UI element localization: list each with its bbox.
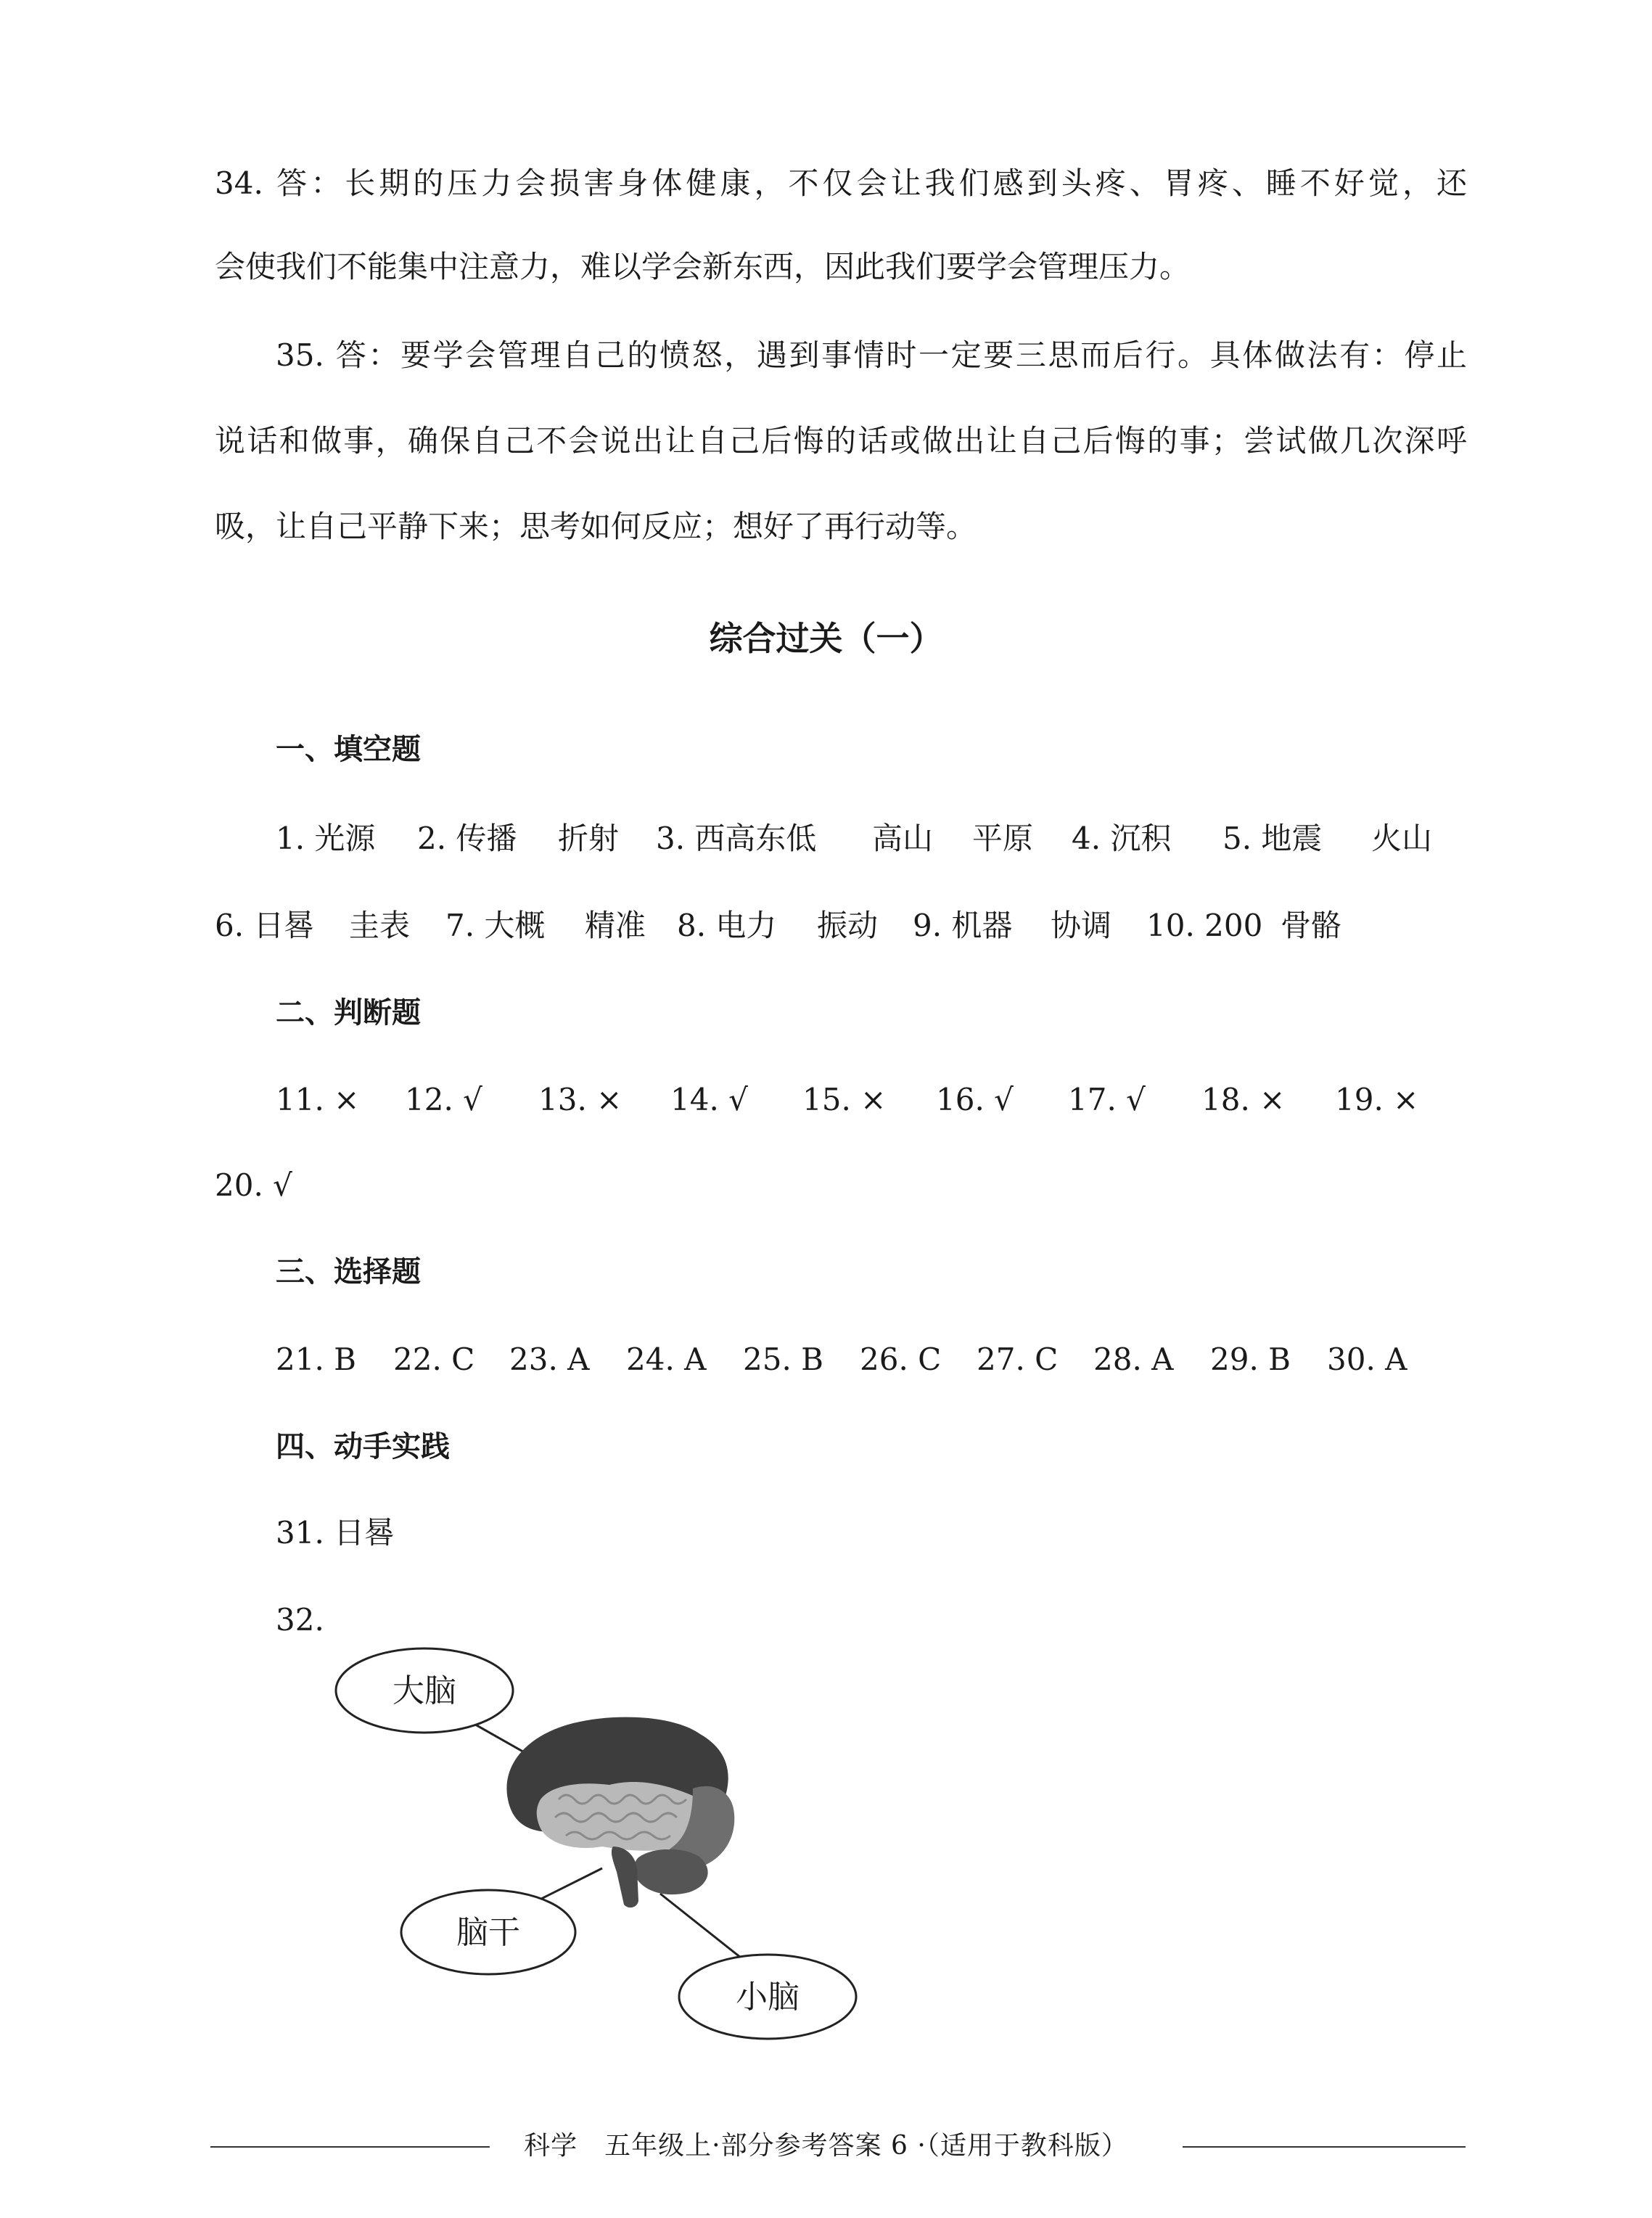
fill-blank-item: 高山 <box>872 821 934 856</box>
fill-blank-item: 协调 <box>1051 908 1112 943</box>
choice-item: 24. A <box>626 1342 707 1377</box>
footer-text: 科学 五年级上·部分参考答案 6 ·（适用于教科版） <box>524 2131 1128 2161</box>
answer-32-label: 32. <box>276 1602 324 1638</box>
brain-icon <box>506 1717 734 1908</box>
answer-34-line-2: 会使我们不能集中注意力，难以学会新东西，因此我们要学会管理压力。 <box>215 249 1191 284</box>
fill-blank-item: 10. 200 <box>1146 908 1263 943</box>
answer-35-line-1: 35. 答：要学会管理自己的愤怒，遇到事情时一定要三思而后行。具体做法有：停止 <box>276 337 1467 373</box>
choice-item: 28. A <box>1093 1342 1174 1377</box>
true-false-item: 20. √ <box>215 1167 292 1203</box>
true-false-item: 18. × <box>1201 1082 1286 1117</box>
page-footer <box>0 2124 1652 2168</box>
fill-blank-item: 平原 <box>972 821 1034 856</box>
choice-item: 26. C <box>860 1342 942 1377</box>
fill-blank-item: 2. 传播 <box>417 821 517 856</box>
choice-item: 23. A <box>509 1342 590 1377</box>
cerebellum-label: 小脑 <box>736 1979 800 2016</box>
fill-blank-item: 精准 <box>585 908 646 943</box>
fill-blank-item: 9. 机器 <box>913 908 1013 943</box>
fill-blank-item: 6. 日晷 <box>215 908 315 943</box>
heading-practice: 四、动手实践 <box>276 1430 450 1463</box>
true-false-item: 11. × <box>276 1082 360 1117</box>
brainstem-label: 脑干 <box>456 1914 520 1951</box>
fill-blank-item: 7. 大概 <box>445 908 546 943</box>
fill-blank-item: 骨骼 <box>1281 908 1342 943</box>
fill-blank-item: 圭表 <box>349 908 411 943</box>
fill-blank-item: 振动 <box>817 908 879 943</box>
answer-35-line-2: 说话和做事，确保自己不会说出让自己后悔的话或做出让自己后悔的事；尝试做几次深呼 <box>215 423 1467 459</box>
fill-blank-item: 火山 <box>1371 821 1433 856</box>
true-false-item: 13. × <box>538 1082 622 1117</box>
fill-blank-item: 3. 西高东低 <box>656 821 817 856</box>
brain-diagram <box>0 1582 1652 2046</box>
true-false-item: 17. √ <box>1068 1082 1146 1117</box>
heading-choice: 三、选择题 <box>276 1255 421 1289</box>
heading-fill-blank: 一、填空题 <box>276 733 421 766</box>
true-false-item: 12. √ <box>405 1082 482 1117</box>
answer-35-line-3: 吸，让自己平静下来；思考如何反应；想好了再行动等。 <box>215 509 977 544</box>
fill-blank-item: 4. 沉积 <box>1072 821 1172 856</box>
true-false-item: 16. √ <box>936 1082 1014 1117</box>
choice-item: 27. C <box>977 1342 1059 1377</box>
true-false-item: 19. × <box>1335 1082 1419 1117</box>
choice-item: 25. B <box>743 1342 824 1377</box>
answer-31: 31. 日晷 <box>276 1515 395 1550</box>
section-title: 综合过关（一） <box>709 619 943 658</box>
choice-item: 30. A <box>1327 1342 1408 1377</box>
choice-item: 21. B <box>276 1342 357 1377</box>
fill-blank-item: 5. 地震 <box>1222 821 1323 856</box>
heading-true-false: 二、判断题 <box>276 996 421 1030</box>
answer-34-line-1: 34. 答：长期的压力会损害身体健康，不仅会让我们感到头疼、胃疼、睡不好觉，还 <box>215 165 1467 201</box>
fill-blank-item: 8. 电力 <box>677 908 777 943</box>
fill-blank-item: 1. 光源 <box>276 821 376 856</box>
cerebrum-label: 大脑 <box>393 1672 456 1709</box>
choice-item: 29. B <box>1210 1342 1291 1377</box>
true-false-item: 14. √ <box>670 1082 748 1117</box>
fill-blank-item: 折射 <box>558 821 620 856</box>
choice-item: 22. C <box>393 1342 475 1377</box>
true-false-item: 15. × <box>802 1082 887 1117</box>
